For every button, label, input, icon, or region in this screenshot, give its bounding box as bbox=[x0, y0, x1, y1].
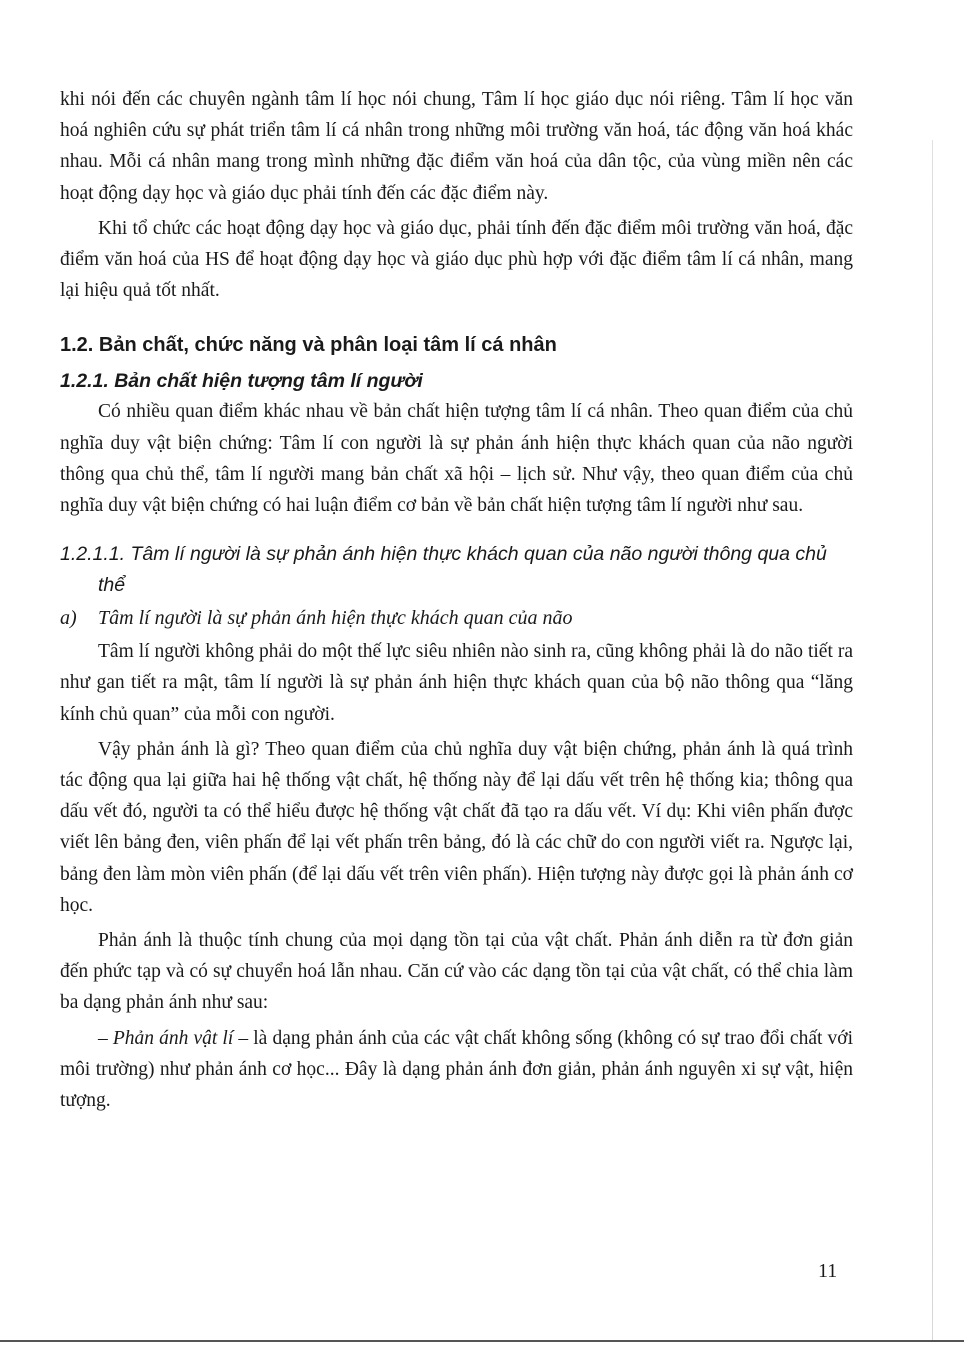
page-edge-shadow bbox=[932, 140, 933, 1340]
subsubsection-heading: 1.2.1.1. Tâm lí người là sự phản ánh hiện thực khách quan của não người thông qua chủ thể bbox=[60, 543, 827, 597]
intro-paragraph-1: khi nói đến các chuyên ngành tâm lí học nói chung, Tâm lí học giáo dục nói riêng. Tâm lí học văn hoá nghiên cứu sự phát triển tâm lí cá nhân trong những môi trường văn hoá, tác động văn hoá khác nhau. Mỗi cá nhân mang trong mình những đặc điểm văn hoá của dân tộc, của vùng miền nên các hoạt động dạy học và giáo dục phải tính đến các đặc điểm này. bbox=[60, 89, 853, 204]
section-heading: 1.2. Bản chất, chức năng và phân loại tâm lí cá nhân bbox=[60, 334, 557, 357]
list-item-lead: – Phản ánh vật lí – bbox=[98, 1027, 249, 1049]
list-item-text: là dạng phản ánh của các vật chất không sống (không có sự trao đổi chất với môi trường) như phản ánh cơ học... Đây là dạng phản ánh đơn giản, phản ánh nguyên xi sự vật, hiện tượng. bbox=[60, 1027, 853, 1112]
page-number: 11 bbox=[818, 1260, 838, 1282]
subsection-heading: 1.2.1. Bản chất hiện tượng tâm lí người bbox=[60, 370, 423, 393]
item-title: Tâm lí người là sự phản ánh hiện thực khách quan của não bbox=[98, 607, 573, 630]
item-label: a) bbox=[60, 607, 77, 630]
bottom-border bbox=[0, 1340, 964, 1342]
body-paragraph-3: Phản ánh là thuộc tính chung của mọi dạng tồn tại của vật chất. Phản ánh diễn ra từ đơn giản đến phức tạp và có sự chuyển hoá lẫn nhau. Căn cứ vào các dạng tồn tại của vật chất, có thể chia làm ba dạng phản ánh như sau: bbox=[60, 930, 853, 1014]
body-paragraph-1: Tâm lí người không phải do một thế lực siêu nhiên nào sinh ra, cũng không phải là do não tiết ra như gan tiết ra mật, tâm lí người là sự phản ánh hiện thực khách quan của bộ não thông qua “lăng kính chủ quan” của mỗi con người. bbox=[60, 641, 853, 725]
page-content bbox=[60, 84, 853, 1116]
intro-paragraph-2: Khi tổ chức các hoạt động dạy học và giáo dục, phải tính đến đặc điểm môi trường văn hoá, đặc điểm văn hoá của HS để hoạt động dạy học và giáo dục phù hợp với đặc điểm tâm lí cá nhân, mang lại hiệu quả tốt nhất. bbox=[60, 217, 853, 302]
section-paragraph: Có nhiều quan điểm khác nhau về bản chất hiện tượng tâm lí cá nhân. Theo quan điểm của chủ nghĩa duy vật biện chứng: Tâm lí con người là sự phản ánh hiện thực khách quan của não người thông qua chủ thể, tâm lí người mang bản chất xã hội – lịch sử. Như vậy, theo quan điểm của chủ nghĩa duy vật biện chứng có hai luận điểm cơ bản về bản chất hiện tượng tâm lí người như sau. bbox=[60, 401, 853, 517]
body-paragraph-2: Vậy phản ánh là gì? Theo quan điểm của chủ nghĩa duy vật biện chứng, phản ánh là quá trình tác động qua lại giữa hai hệ thống vật chất, hệ thống này để lại dấu vết trên hệ thống kia; thông qua dấu vết đó, người ta có thể hiểu được hệ thống vật chất đã tạo ra dấu vết. Ví dụ: Khi viên phấn được viết lên bảng đen, viên phấn để lại vết phấn trên bảng, đó là các chữ do con người viết ra. Ngược lại, bảng đen làm mòn viên phấn (để lại dấu vết trên viên phấn). Hiện tượng này được gọi là phản ánh cơ học. bbox=[60, 738, 853, 916]
list-item-paragraph bbox=[60, 1023, 853, 1117]
item-heading bbox=[60, 603, 853, 634]
